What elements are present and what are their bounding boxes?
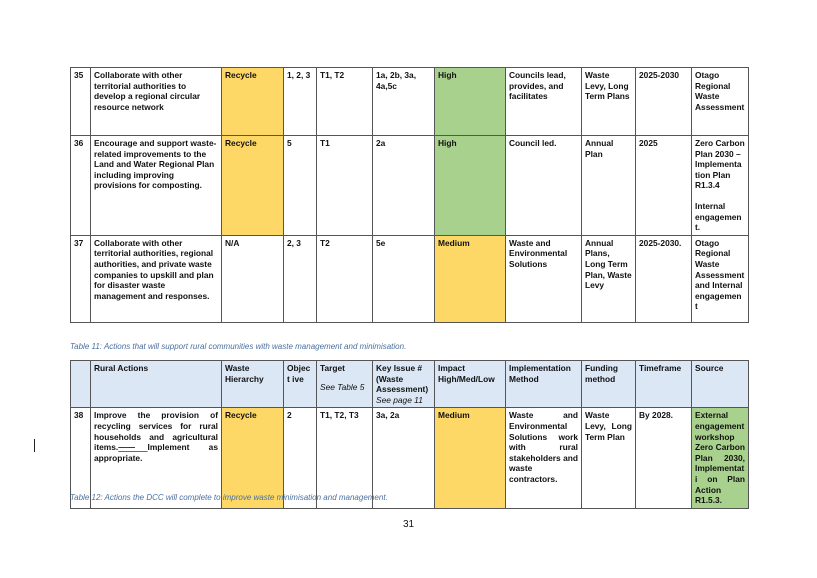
objective: 1, 2, 3 [284, 68, 317, 136]
implementation: Council led. [506, 136, 582, 236]
header-key-issue-label: Key Issue # (Waste Assessment) [376, 363, 429, 395]
actions-table-continued [70, 67, 749, 323]
header-number [71, 361, 91, 408]
impact: Medium [435, 235, 506, 322]
waste-hierarchy: Recycle [222, 136, 284, 236]
table-row [71, 235, 749, 322]
funding: Annual Plan [582, 136, 636, 236]
implementation: Waste and Environmental Solutions [506, 235, 582, 322]
key-issue: 1a, 2b, 3a, 4a,5c [373, 68, 435, 136]
timeframe: 2025 [636, 136, 692, 236]
timeframe: By 2028. [636, 408, 692, 508]
source [692, 136, 749, 236]
header-target-label: Target [320, 363, 345, 373]
source-line: Internal engagemen t. [695, 200, 742, 233]
table-row [71, 68, 749, 136]
funding: Waste Levy, Long Term Plan [582, 408, 636, 508]
objective: 5 [284, 136, 317, 236]
table-row [71, 136, 749, 236]
implementation: Councils lead, provides, and facilitates [506, 68, 582, 136]
source: Otago Regional Waste Assessment [692, 68, 749, 136]
source-line: Zero Carbon Plan 2030 – Implementa tion Plan R1.3.4 [695, 138, 745, 191]
header-waste-hierarchy: Waste Hierarchy [222, 361, 284, 408]
waste-hierarchy: N/A [222, 235, 284, 322]
row-number: 35 [71, 68, 91, 136]
header-implementation: Implementation Method [506, 361, 582, 408]
header-target [317, 361, 373, 408]
source: Otago Regional Waste Assessment and Internal engagemen t [692, 235, 749, 322]
target: T1, T2 [317, 68, 373, 136]
target: T2 [317, 235, 373, 322]
header-impact: Impact High/Med/Low [435, 361, 506, 408]
header-key-issue [373, 361, 435, 408]
header-timeframe: Timeframe [636, 361, 692, 408]
row-number: 38 [71, 408, 91, 508]
table-caption: Table 12: Actions the DCC will complete to improve waste minimisation and management. [70, 493, 388, 502]
header-key-issue-note: See page 11 [376, 394, 423, 405]
action-text: Encourage and support waste-related improvements to the Land and Water Regional Plan including improving provisions for composting. [91, 136, 222, 236]
impact: High [435, 136, 506, 236]
header-funding: Funding method [582, 361, 636, 408]
row-number: 36 [71, 136, 91, 236]
header-source: Source [692, 361, 749, 408]
objective: 2, 3 [284, 235, 317, 322]
page-number: 31 [402, 519, 415, 530]
key-issue: 2a [373, 136, 435, 236]
tracked-change-mark: —— [118, 442, 148, 453]
action-text: Collaborate with other territorial authorities to develop a regional circular resource network [91, 68, 222, 136]
source: External engagement workshop Zero Carbon Plan 2030, Implementati on Plan Action R1.5.3. [692, 408, 749, 508]
action-text-part: Improve the provision of recycling services for rural households and agricultural items. [94, 410, 218, 453]
table-header-row [71, 361, 749, 408]
funding: Waste Levy, Long Term Plans [582, 68, 636, 136]
header-target-note: See Table 5 [320, 381, 365, 392]
table-caption: Table 11: Actions that will support rural communities with waste management and minimisation. [70, 342, 407, 351]
timeframe: 2025-2030 [636, 68, 692, 136]
text-cursor [34, 439, 35, 452]
funding: Annual Plans, Long Term Plan, Waste Levy [582, 235, 636, 322]
header-rural-actions: Rural Actions [91, 361, 222, 408]
timeframe: 2025-2030. [636, 235, 692, 322]
rural-actions-table [70, 360, 749, 509]
waste-hierarchy: Recycle [222, 408, 284, 508]
implementation: Waste and Environmental Solutions work with rural stakeholders and waste contractors. [506, 408, 582, 508]
key-issue: 5e [373, 235, 435, 322]
row-number: 37 [71, 235, 91, 322]
action-text: Collaborate with other territorial authorities, regional authorities, and private waste companies to upskill and plan for disaster waste management and responses. [91, 235, 222, 322]
waste-hierarchy: Recycle [222, 68, 284, 136]
key-issue: 3a, 2a [373, 408, 435, 508]
target: T1, T2, T3 [317, 408, 373, 508]
action-text-part: Implement as appropriate. [94, 442, 218, 463]
target: T1 [317, 136, 373, 236]
impact: Medium [435, 408, 506, 508]
objective: 2 [284, 408, 317, 508]
impact: High [435, 68, 506, 136]
header-objective: Object ive [284, 361, 317, 408]
